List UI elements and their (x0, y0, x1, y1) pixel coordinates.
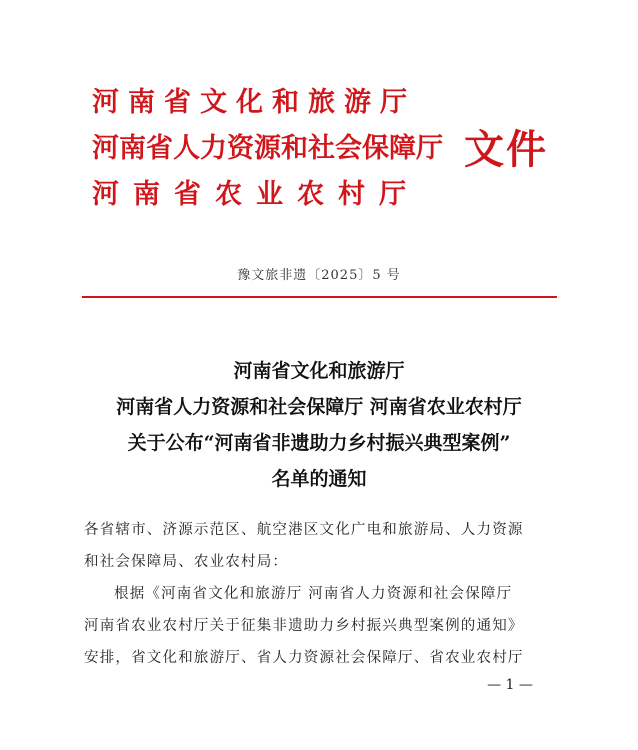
body-line-4: 河南省农业农村厅关于征集非遗助力乡村振兴典型案例的通知》 (84, 618, 524, 634)
issuer-agriculture: 河南省农业农村厅 (92, 179, 420, 210)
page-number: — 1 — (487, 677, 533, 693)
document-number: 豫文旅非遗〔2025〕5 号 (237, 268, 401, 283)
body-line-3: 根据《河南省文化和旅游厅 河南省人力资源和社会保障厅 (114, 586, 513, 602)
body-line-2: 和社会保障局、农业农村局： (84, 554, 289, 570)
document-word: 文件 (464, 127, 548, 173)
title-line-2: 河南省人力资源和社会保障厅 河南省农业农村厅 (116, 396, 522, 418)
issuer-human-resources: 河南省人力资源和社会保障厅 (92, 133, 443, 164)
body-line-5: 安排，省文化和旅游厅、省人力资源社会保障厅、省农业农村厅 (84, 650, 524, 666)
title-line-1: 河南省文化和旅游厅 (233, 360, 405, 382)
title-line-4: 名单的通知 (271, 468, 367, 490)
red-divider (82, 296, 557, 298)
issuer-culture-tourism: 河南省文化和旅游厅 (92, 87, 416, 118)
document-header (92, 82, 562, 222)
title-line-3: 关于公布“河南省非遗助力乡村振兴典型案例” (127, 432, 511, 454)
body-line-1: 各省辖市、济源示范区、航空港区文化广电和旅游局、人力资源 (84, 522, 524, 538)
